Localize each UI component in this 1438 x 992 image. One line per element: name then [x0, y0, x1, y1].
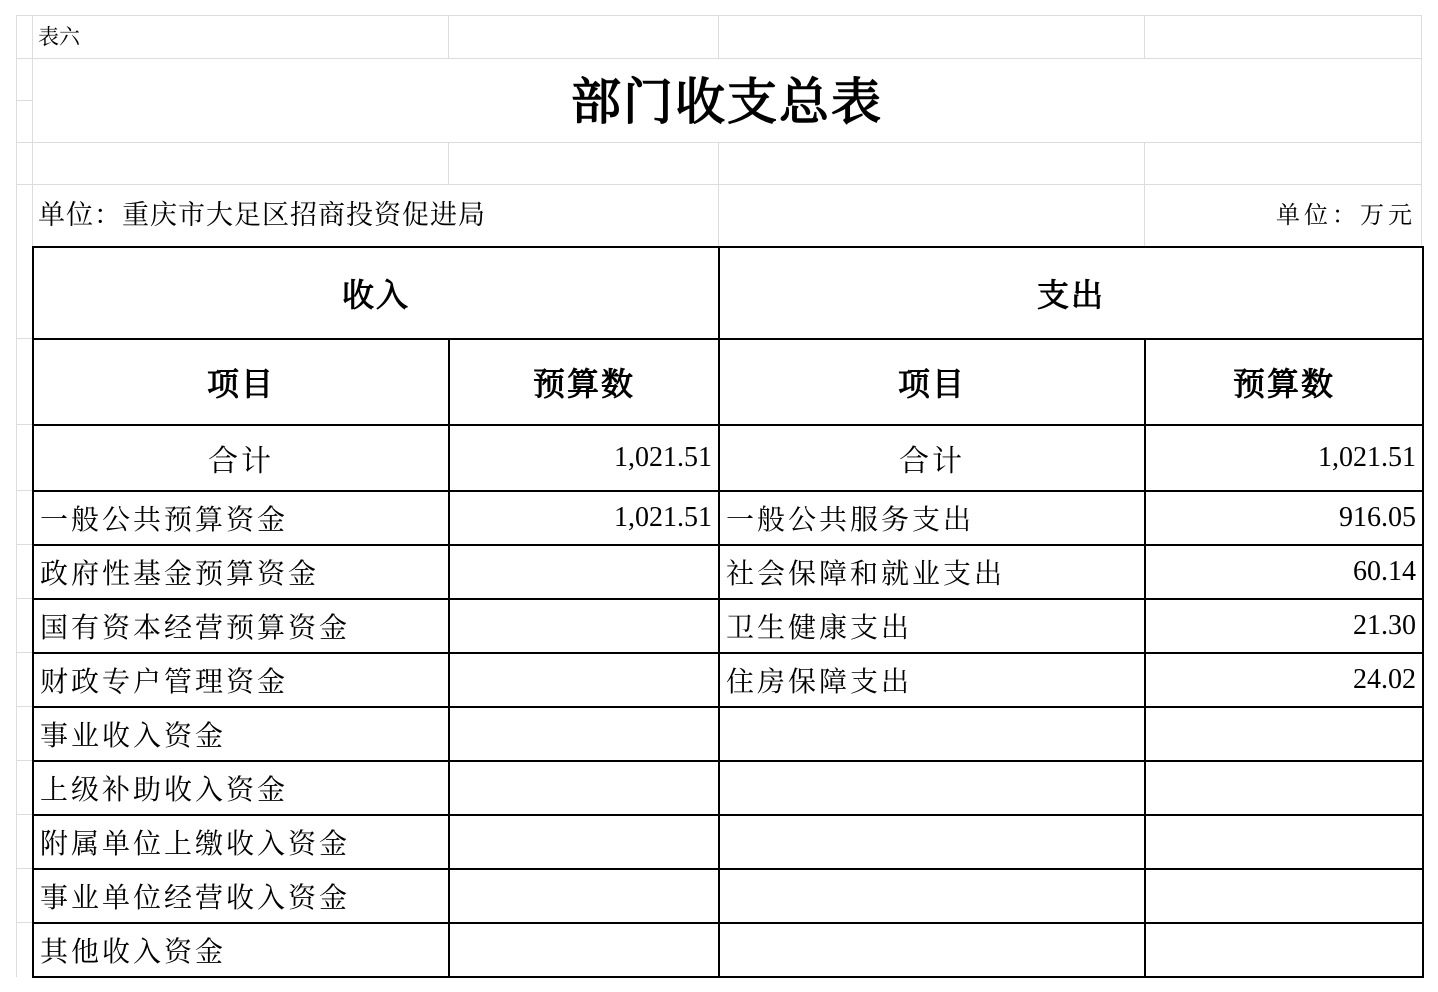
- gridline: [16, 922, 32, 923]
- table-row: [33, 491, 1423, 545]
- gridline: [1144, 142, 1145, 246]
- income-item-cell: 事业收入资金: [33, 707, 449, 761]
- income-item-header: 项目: [33, 339, 449, 425]
- income-item-cell: 政府性基金预算资金: [33, 545, 449, 599]
- expense-item-cell: [719, 761, 1145, 815]
- gridline: [16, 142, 1422, 143]
- expense-value-cell: 916.05: [1145, 491, 1423, 545]
- table-row: [33, 869, 1423, 923]
- expense-budget-header: 预算数: [1145, 339, 1423, 425]
- expense-value-cell: [1145, 869, 1423, 923]
- expense-value-cell: [1145, 707, 1423, 761]
- budget-summary-table: [32, 246, 1424, 978]
- income-total-value: 1,021.51: [449, 425, 719, 491]
- gridline: [16, 490, 32, 491]
- gridline: [718, 142, 719, 246]
- gridline: [16, 100, 32, 101]
- income-budget-header: 预算数: [449, 339, 719, 425]
- income-item-cell: 一般公共预算资金: [33, 491, 449, 545]
- income-value-cell: [449, 869, 719, 923]
- column-header-row: [33, 339, 1423, 425]
- gridline: [16, 338, 32, 339]
- section-header-row: [33, 247, 1423, 339]
- page-title: 部门收支总表: [571, 72, 883, 131]
- income-value-cell: [449, 653, 719, 707]
- expense-value-cell: 21.30: [1145, 599, 1423, 653]
- gridline: [448, 15, 449, 58]
- gridline: [16, 706, 32, 707]
- table-row: [33, 653, 1423, 707]
- expense-total-label: 合计: [719, 425, 1145, 491]
- gridline: [448, 142, 449, 184]
- organization-unit-label: 单位：重庆市大足区招商投资促进局: [38, 200, 486, 231]
- expense-item-cell: 住房保障支出: [719, 653, 1145, 707]
- expense-value-cell: [1145, 761, 1423, 815]
- income-section-header: 收入: [33, 247, 719, 339]
- income-item-cell: 事业单位经营收入资金: [33, 869, 449, 923]
- income-item-cell: 上级补助收入资金: [33, 761, 449, 815]
- income-value-cell: [449, 599, 719, 653]
- expense-value-cell: [1145, 923, 1423, 977]
- income-value-cell: [449, 815, 719, 869]
- income-item-cell: 财政专户管理资金: [33, 653, 449, 707]
- grid-edge-line: [16, 15, 17, 977]
- gridline: [16, 868, 32, 869]
- gridline: [1144, 15, 1145, 58]
- expense-item-cell: [719, 869, 1145, 923]
- expense-item-header: 项目: [719, 339, 1145, 425]
- currency-unit-label: 单位：万元: [1276, 201, 1416, 229]
- table-row: [33, 923, 1423, 977]
- income-item-cell: 其他收入资金: [33, 923, 449, 977]
- income-value-cell: [449, 545, 719, 599]
- expense-item-cell: 一般公共服务支出: [719, 491, 1145, 545]
- table-row: [33, 761, 1423, 815]
- income-value-cell: 1,021.51: [449, 491, 719, 545]
- expense-item-cell: 社会保障和就业支出: [719, 545, 1145, 599]
- expense-item-cell: [719, 815, 1145, 869]
- expense-total-value: 1,021.51: [1145, 425, 1423, 491]
- table-row: [33, 599, 1423, 653]
- income-item-cell: 附属单位上缴收入资金: [33, 815, 449, 869]
- gridline: [718, 15, 719, 58]
- gridline: [16, 652, 32, 653]
- income-value-cell: [449, 923, 719, 977]
- table-row: [33, 707, 1423, 761]
- gridline: [16, 15, 1422, 16]
- income-value-cell: [449, 761, 719, 815]
- table-row: [33, 545, 1423, 599]
- expense-section-header: 支出: [719, 247, 1423, 339]
- total-row: [33, 425, 1423, 491]
- table-row: [33, 815, 1423, 869]
- gridline: [16, 814, 32, 815]
- table-number-label: 表六: [38, 25, 80, 49]
- gridline: [16, 544, 32, 545]
- gridline: [16, 184, 1422, 185]
- expense-value-cell: 24.02: [1145, 653, 1423, 707]
- income-value-cell: [449, 707, 719, 761]
- gridline: [16, 598, 32, 599]
- income-total-label: 合计: [33, 425, 449, 491]
- gridline: [16, 58, 1422, 59]
- expense-item-cell: 卫生健康支出: [719, 599, 1145, 653]
- expense-item-cell: [719, 923, 1145, 977]
- income-item-cell: 国有资本经营预算资金: [33, 599, 449, 653]
- gridline: [16, 760, 32, 761]
- expense-value-cell: [1145, 815, 1423, 869]
- expense-item-cell: [719, 707, 1145, 761]
- gridline: [16, 424, 32, 425]
- expense-value-cell: 60.14: [1145, 545, 1423, 599]
